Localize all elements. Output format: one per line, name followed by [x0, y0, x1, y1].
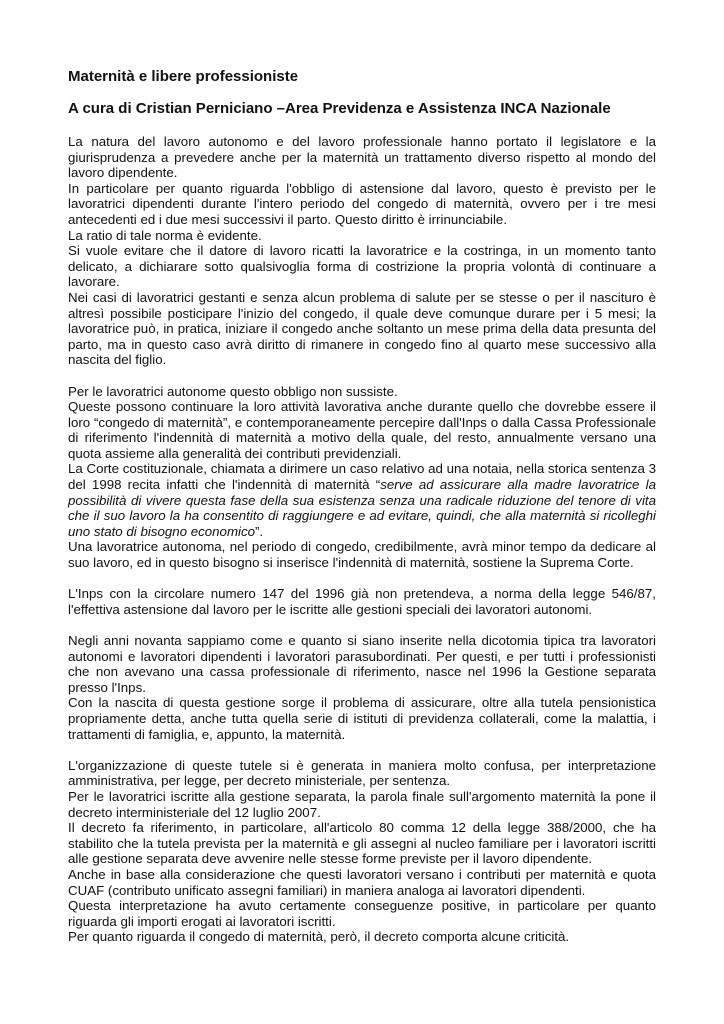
document-body [68, 134, 656, 945]
paragraph: Una lavoratrice autonoma, nel periodo di congedo, credibilmente, avrà minor tempo da dedicare al suo lavoro, ed in questo bisogno si inserisce l'indennità di maternità, sostiene la Suprema Corte. [68, 539, 656, 571]
paragraph: Per le lavoratrici autonome questo obbligo non sussiste. [68, 383, 398, 399]
paragraph: In particolare per quanto riguarda l'obbligo di astensione dal lavoro, questo è previsto per le lavoratrici dipendenti durante l'intero periodo del congedo di maternità, ovvero per i tre mesi antecedenti ed i due mesi successivi il parto. Questo diritto è irrinunciabile. [68, 180, 656, 227]
document-title: Maternità e libere professioniste [68, 68, 299, 85]
document-subtitle: A cura di Cristian Perniciano –Area Previdenza e Assistenza INCA Nazionale [68, 100, 611, 117]
quote-intro: La Corte costituzionale, chiamata a dirimere un caso relativo ad una notaia, nella storica sentenza 3 del 1998 recita infatti che l'indennità di maternità “ [68, 461, 656, 493]
court-quote: serve ad assicurare alla madre lavoratrice la possibilità di vivere questa fase della sua esistenza senza una radicale riduzione del tenore di vita che il suo lavoro la ha consentito di raggiungere e ad evitare, quindi, che alla maternità si ricolleghi uno stato di bisogno economico [68, 477, 656, 539]
paragraph: Nei casi di lavoratrici gestanti e senza alcun problema di salute per se stesse o per il nascituro è altresì possibile posticipare l'inizio del congedo, il quale deve comunque durare per i 5 mesi; la lavoratrice può, in pratica, iniziare il congedo anche soltanto un mese prima della data presunta del parto, ma in questo caso avrà diritto di rimanere in congedo fino al quarto mese successivo alla nascita del figlio. [68, 289, 656, 368]
paragraph-with-quote [68, 461, 656, 539]
paragraph: L'Inps con la circolare numero 147 del 1996 già non pretendeva, a norma della legge 546/87, l'effettiva astensione dal lavoro per le iscritte alle gestioni speciali dei lavoratori autonomi. [68, 586, 656, 617]
paragraph: Queste possono continuare la loro attività lavorativa anche durante quello che dovrebbe essere il loro “congedo di maternità”, e contemporaneamente percepire dall'Inps o dalla Cassa Professionale di riferimento l'indennità di maternità a motivo della quale, del resto, annualmente versano una quota assieme alla generalità dei contributi previdenziali. [68, 399, 656, 461]
paragraph: Negli anni novanta sappiamo come e quanto si siano inserite nella dicotomia tipica tra lavoratori autonomi e lavoratori dipendenti i lavoratori parasubordinati. Per questi, e per tutti i professionisti che non avevano una cassa professionale di riferimento, nasce nel 1996 la Gestione separata presso l'Inps. [68, 633, 656, 695]
paragraph: La natura del lavoro autonomo e del lavoro professionale hanno portato il legislatore e la giurisprudenza a prevedere anche per la maternità un trattamento diverso rispetto al mondo del lavoro dipendente. [68, 134, 656, 181]
paragraph: Il decreto fa riferimento, in particolare, all'articolo 80 comma 12 della legge 388/2000, che ha stabilito che la tutela prevista per la maternità e gli assegni al nucleo familiare per i lavoratori iscritti alle gestione separata deve avvenire nelle stesse forme previste per il lavoro dipendente. [68, 820, 656, 867]
paragraph: Si vuole evitare che il datore di lavoro ricatti la lavoratrice e la costringa, in un momento tanto delicato, a dichiarare sotto qualsivoglia forma di costrizione la propria volontà di continuare a lavorare. [68, 243, 656, 290]
paragraph: Con la nascita di questa gestione sorge il problema di assicurare, oltre alla tutela pensionistica propriamente detta, anche tutta quella serie di istituti di previdenza collaterali, come la malattia, i trattamenti di famiglia, e, appunto, la maternità. [68, 695, 656, 742]
paragraph: Per quanto riguarda il congedo di maternità, però, il decreto comporta alcune criticità. [68, 929, 570, 945]
paragraph: L'organizzazione di queste tutele si è generata in maniera molto confusa, per interpretazione amministrativa, per legge, per decreto ministeriale, per sentenza. [68, 757, 656, 789]
paragraph: Per le lavoratrici iscritte alla gestione separata, la parola finale sull'argomento maternità la pone il decreto interministeriale del 12 luglio 2007. [68, 788, 656, 820]
paragraph: La ratio di tale norma è evidente. [68, 227, 262, 243]
quote-close: ”. [255, 523, 264, 539]
paragraph: Questa interpretazione ha avuto certamente conseguenze positive, in particolare per quanto riguarda gli importi erogati ai lavoratori iscritti. [68, 898, 656, 929]
paragraph: Anche in base alla considerazione che questi lavoratori versano i contributi per maternità e quota CUAF (contributo unificato assegni familiari) in maniera analoga ai lavoratori dipendenti. [68, 866, 656, 898]
